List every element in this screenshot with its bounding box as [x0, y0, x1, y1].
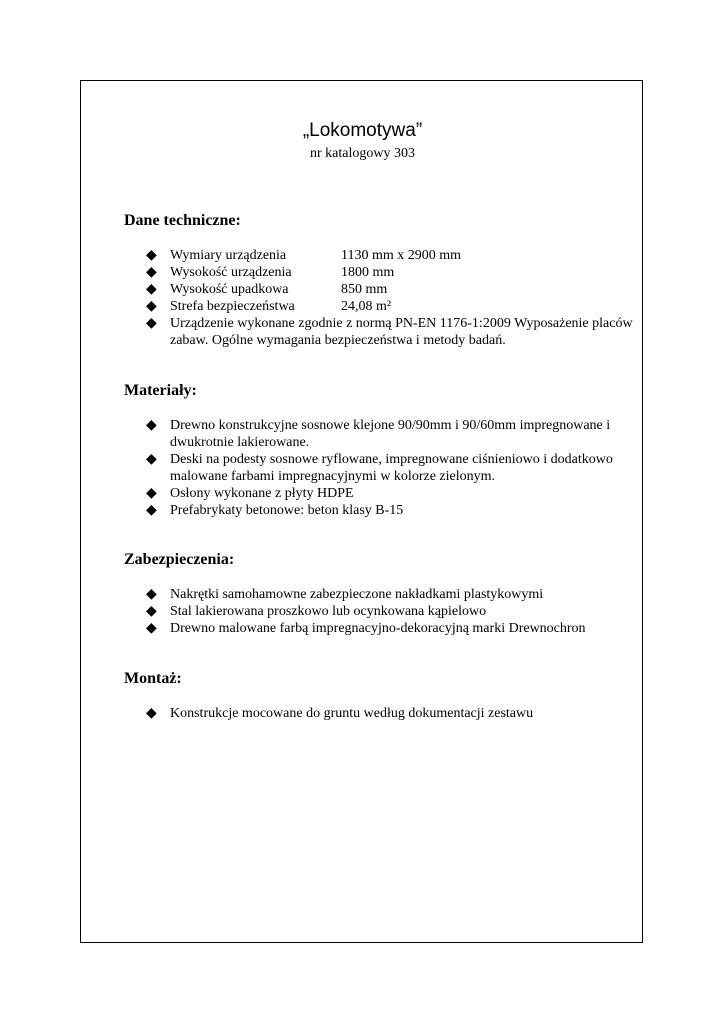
list-item: [146, 417, 634, 451]
spec-value: 850 mm: [341, 282, 388, 297]
list-item: [146, 705, 634, 722]
diamond-bullet-icon: ◆: [146, 705, 157, 721]
list-item: [146, 603, 634, 620]
spec-height: [146, 264, 634, 281]
spec-label: Wysokość upadkowa: [170, 282, 289, 297]
list-item: [146, 485, 634, 502]
diamond-bullet-icon: ◆: [146, 247, 157, 263]
spec-safety-zone: [146, 298, 634, 315]
spec-label: Wysokość urządzenia: [170, 265, 292, 280]
materials-list: [146, 417, 634, 519]
diamond-bullet-icon: ◆: [146, 603, 157, 619]
list-item: [146, 502, 634, 519]
section-safety: [124, 550, 644, 636]
list-item-text: Deski na podesty sosnowe ryflowane, impregnowane ciśnieniowo i dodatkowo malowane farbami impregnacyjnymi w kolorze zielonym.: [170, 452, 613, 484]
section-heading-safety: Zabezpieczenia:: [124, 551, 235, 568]
assembly-list: [146, 705, 634, 722]
catalog-number: nr katalogowy 303: [310, 146, 415, 161]
list-item-text: Konstrukcje mocowane do gruntu według dokumentacji zestawu: [170, 706, 534, 721]
technical-data-list: [146, 247, 634, 349]
list-item: [146, 586, 634, 603]
diamond-bullet-icon: ◆: [146, 485, 157, 501]
spec-label: Strefa bezpieczeństwa: [170, 299, 295, 314]
diamond-bullet-icon: ◆: [146, 264, 157, 280]
safety-list: [146, 586, 634, 637]
spec-value: 24,08 m²: [341, 299, 392, 314]
diamond-bullet-icon: ◆: [146, 451, 157, 467]
list-item: [146, 620, 634, 637]
diamond-bullet-icon: ◆: [146, 298, 157, 314]
diamond-bullet-icon: ◆: [146, 281, 157, 297]
spec-value: 1800 mm: [341, 265, 395, 280]
document-title: „Lokomotywa”: [302, 120, 423, 141]
list-item-text: Nakrętki samohamowne zabezpieczone nakładkami plastykowymi: [170, 587, 544, 602]
spec-fall-height: [146, 281, 634, 298]
norm-note-text: Urządzenie wykonane zgodnie z normą PN-EN 1176-1:2009 Wyposażenie placów zabaw. Ogólne wymagania bezpieczeństwa i metody badań.: [170, 316, 633, 348]
section-heading-assembly: Montaż:: [124, 670, 182, 687]
section-heading-materials: Materiały:: [124, 382, 197, 399]
section-materials: [124, 381, 644, 518]
spec-value: 1130 mm x 2900 mm: [341, 248, 462, 263]
diamond-bullet-icon: ◆: [146, 620, 157, 636]
spec-label: Wymiary urządzenia: [170, 248, 287, 263]
spec-dimensions: [146, 247, 634, 264]
section-heading-technical-data: Dane techniczne:: [124, 212, 241, 229]
list-item-text: Osłony wykonane z płyty HDPE: [170, 486, 354, 501]
spec-norm-note: [146, 315, 634, 349]
list-item-text: Drewno konstrukcyjne sosnowe klejone 90/90mm i 90/60mm impregnowane i dwukrotnie lakierowane.: [170, 418, 611, 450]
diamond-bullet-icon: ◆: [146, 586, 157, 602]
diamond-bullet-icon: ◆: [146, 315, 157, 331]
section-assembly: [124, 669, 644, 721]
list-item-text: Stal lakierowana proszkowo lub ocynkowana kąpielowo: [170, 604, 487, 619]
diamond-bullet-icon: ◆: [146, 502, 157, 518]
diamond-bullet-icon: ◆: [146, 417, 157, 433]
section-technical-data: [124, 211, 644, 348]
list-item-text: Prefabrykaty betonowe: beton klasy B-15: [170, 503, 404, 518]
list-item-text: Drewno malowane farbą impregnacyjno-dekoracyjną marki Drewnochron: [170, 621, 586, 636]
list-item: [146, 451, 634, 485]
